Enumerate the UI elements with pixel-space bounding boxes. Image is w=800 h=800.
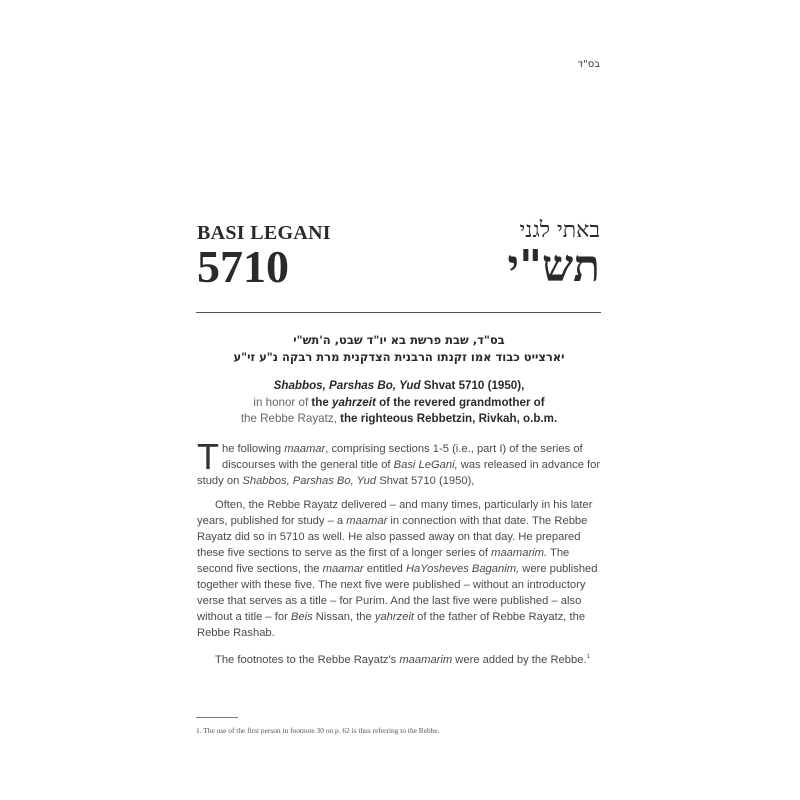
footnote-divider [196,717,238,718]
english-title-name: BASI LEGANI [197,222,331,244]
paragraph-3: The footnotes to the Rebbe Rayatz's maamarim were added by the Rebbe.$^1$ [215,654,590,666]
drop-cap: T [197,436,219,477]
english-title-year: 5710 [197,241,289,292]
english-title [197,222,331,292]
hebrew-title-name: באתי לגני [519,218,600,243]
hebrew-header-line-1: בס"ד, שבת פרשת בא יו"ד שבט, ה'תש"י [293,333,505,347]
hebrew-header [197,332,601,366]
dedication [197,378,601,428]
running-head: בס"ד [577,59,600,70]
dedication-line-1: Shabbos, Parshas Bo, Yud Shvat 5710 (1950), [273,379,525,392]
hebrew-header-line-2: יארצייט כבוד אמו זקנתו הרבנית הצדקנית מרת רבקה נ"ע זי"ע [233,350,565,364]
title-divider [196,312,601,313]
paragraph-2: Often, the Rebbe Rayatz delivered – and many times, particularly in his later years, published for study – a maamar in connection with that date. The Rebbe Rayatz did so in 5710 as well. He also passed away on that day. He prepared these five sections to serve as the first of a longer series of maamarim. The second five sections, the maamar entitled HaYosheves Baganim, were published together with these five. The next five were published – without an introductory verse that serves as a title – for Purim. And the last five were published – also without a title – for Beis Nissan, the yahrzeit of the father of Rebbe Rayatz, the Rebbe Rashab. [197,499,598,639]
paragraph-1: The following maamar, comprising sections 1-5 (i.e., part I) of the series of discourses with the general title of Basi LeGani, was released in advance for study on Shabbos, Parshas Bo, Yud Shvat 5710 (1950), [197,436,601,487]
dedication-line-2: in honor of the yahrzeit of the revered grandmother of [253,395,545,409]
hebrew-title [508,218,600,290]
footnote-1: 1. The use of the first person in footnote 30 on p. 62 is thus referring to the Rebbe. [196,726,440,735]
dedication-line-3: the Rebbe Rayatz, the righteous Rebbetzin, Rivkah, o.b.m. [240,412,558,425]
footnote-ref[interactable]: 1 [586,654,590,660]
body-text [197,436,601,676]
hebrew-title-year: תש"י [507,241,600,292]
